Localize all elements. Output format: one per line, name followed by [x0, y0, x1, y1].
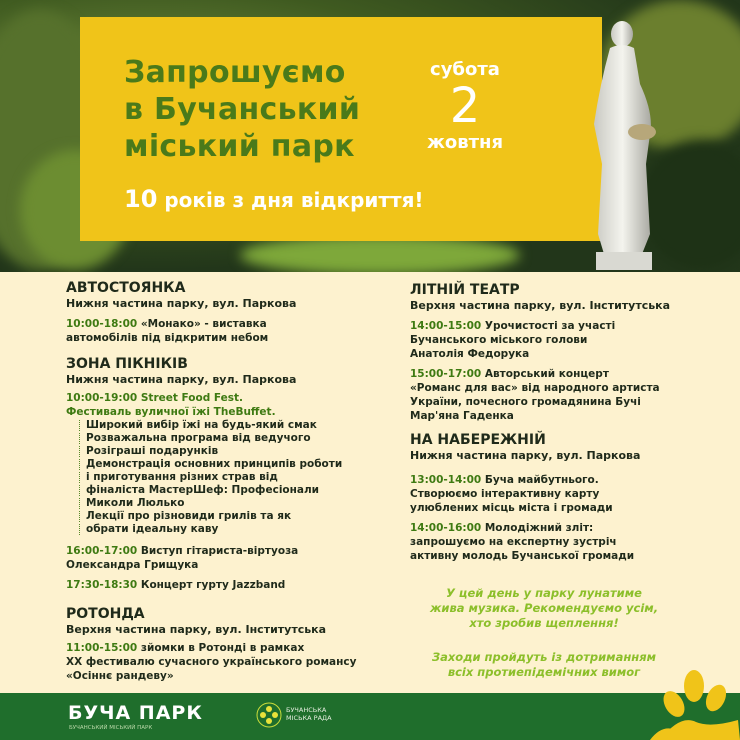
city-council-line2: МІСЬКА РАДА	[286, 714, 332, 722]
event-item: 10:00-18:00 «Монако» - виставка	[66, 318, 267, 330]
event-item: 17:30-18:30 Концерт гурту Jazzband	[66, 579, 286, 591]
invitation-banner	[80, 17, 602, 241]
event-item: 14:00-16:00 Молодіжний зліт:	[410, 522, 594, 534]
section-location: Верхня частина парку, вул. Інститутська	[410, 299, 671, 312]
event-time: 13:00-14:00	[410, 474, 482, 486]
event-text: Анатолія Федорука	[410, 348, 530, 360]
note-line: жива музика. Рекомендуємо усім,	[429, 601, 659, 615]
list-item: Демонстрація основних принципів роботи	[86, 458, 343, 470]
safety-note	[404, 650, 684, 680]
city-council-line1: БУЧАНСЬКА	[286, 706, 327, 714]
event-time: 14:00-16:00	[410, 522, 482, 534]
event-text: Олександра Грищука	[66, 559, 199, 571]
event-text: улюблених місць міста і громади	[410, 502, 613, 514]
event-text: активну молодь Бучанської громади	[410, 550, 635, 562]
section-summer-theatre	[410, 282, 670, 423]
city-council-label	[286, 706, 332, 722]
event-date	[410, 59, 520, 153]
feature-list	[66, 419, 342, 536]
event-text: запрошуємо на експертну зустріч	[410, 536, 617, 548]
section-title: НА НАБЕРЕЖНІЙ	[410, 432, 546, 448]
day-number: 2	[449, 78, 481, 134]
section-title: ЛІТНІЙ ТЕАТР	[410, 282, 520, 298]
music-note	[404, 586, 684, 631]
list-item: Розіграші подарунків	[86, 445, 342, 458]
event-text: «Романс для вас» від народного артиста	[410, 382, 660, 394]
list-item: обрати ідеальну каву	[86, 523, 342, 536]
event-text: України, почесного громадянина Бучі	[410, 396, 641, 408]
event-item: 10:00-19:00 Street Food Fest.	[66, 392, 244, 404]
banner-title-line2: в Бучанський	[124, 92, 361, 127]
section-title: ЗОНА ПІКНІКІВ	[66, 356, 188, 372]
section-location: Нижня частина парку, вул. Паркова	[410, 449, 641, 462]
list-item: Лекції про різновиди грилів та як	[86, 510, 342, 523]
bucha-park-logo-caption: БУЧАНСЬКИЙ МІСЬКИЙ ПАРК	[69, 725, 153, 731]
event-text: Мар'яна Гаденка	[410, 410, 514, 422]
list-item: і приготування різних страв від	[86, 471, 342, 484]
event-item: 13:00-14:00 Буча майбутнього.	[410, 474, 599, 486]
banner-title-line3: міський парк	[124, 129, 355, 164]
event-item: 11:00-15:00 зйомки в Ротонді в рамках	[66, 642, 305, 654]
event-item: 15:00-17:00 Авторський концерт	[410, 368, 609, 380]
event-time: 10:00-19:00	[66, 392, 138, 404]
event-time: 17:30-18:30	[66, 579, 138, 591]
section-location: Нижня частина парку, вул. Паркова	[66, 373, 297, 386]
flower-decoration-icon	[650, 664, 740, 740]
statue-image	[580, 14, 660, 270]
month: жовтня	[426, 132, 504, 153]
section-location: Нижня частина парку, вул. Паркова	[66, 297, 297, 310]
event-item: 16:00-17:00 Виступ гітариста-віртуоза	[66, 545, 299, 557]
note-line: Заходи пройдуть із дотриманням	[431, 650, 657, 664]
anniversary-text	[124, 185, 424, 213]
bucha-park-logo: БУЧА ПАРК	[68, 702, 203, 724]
list-item: Миколи Люлько	[86, 497, 342, 510]
event-text: Створюємо інтерактивну карту	[410, 488, 600, 500]
event-text: автомобілів під відкритим небом	[66, 332, 269, 344]
section-embankment	[410, 432, 640, 563]
event-text: «Осіннє рандеву»	[66, 670, 174, 682]
event-time: 16:00-17:00	[66, 545, 138, 557]
event-time: 11:00-15:00	[66, 642, 138, 654]
event-time: 15:00-17:00	[410, 368, 482, 380]
event-text: Бучанського міського голови	[410, 334, 588, 346]
event-time: 14:00-15:00	[410, 320, 482, 332]
banner-title-line1: Запрошуємо	[124, 55, 346, 90]
event-text: ХХ фестивалю сучасного українського романсу	[66, 656, 357, 668]
event-item: 14:00-15:00 Урочистості за участі	[410, 320, 616, 332]
note-line: У цей день у парку лунатиме	[446, 586, 642, 600]
section-title: АВТОСТОЯНКА	[66, 280, 186, 296]
list-item: Широкий вибір їжі на будь-який смак	[86, 419, 342, 432]
section-rotunda	[66, 606, 356, 683]
list-item: Розважальна програма від ведучого	[86, 432, 342, 445]
note-line: хто зробив щеплення!	[469, 616, 619, 630]
event-time: 10:00-18:00	[66, 318, 138, 330]
list-item: фіналіста МастерШеф: Професіонали	[86, 484, 342, 497]
city-council-emblem-icon	[256, 702, 282, 728]
section-title: РОТОНДА	[66, 606, 145, 622]
day-of-week: субота	[430, 59, 500, 80]
event-text: Фестиваль вуличної їжі TheBuffet.	[66, 406, 276, 418]
section-parking	[66, 280, 296, 345]
section-picnic	[66, 356, 342, 592]
footer	[0, 693, 740, 740]
anniversary-label: років з дня відкриття!	[157, 188, 424, 212]
note-line: всіх протиепідемічних вимог	[447, 665, 641, 679]
section-location: Верхня частина парку, вул. Інститутська	[66, 623, 327, 636]
anniversary-number: 10	[124, 185, 158, 213]
